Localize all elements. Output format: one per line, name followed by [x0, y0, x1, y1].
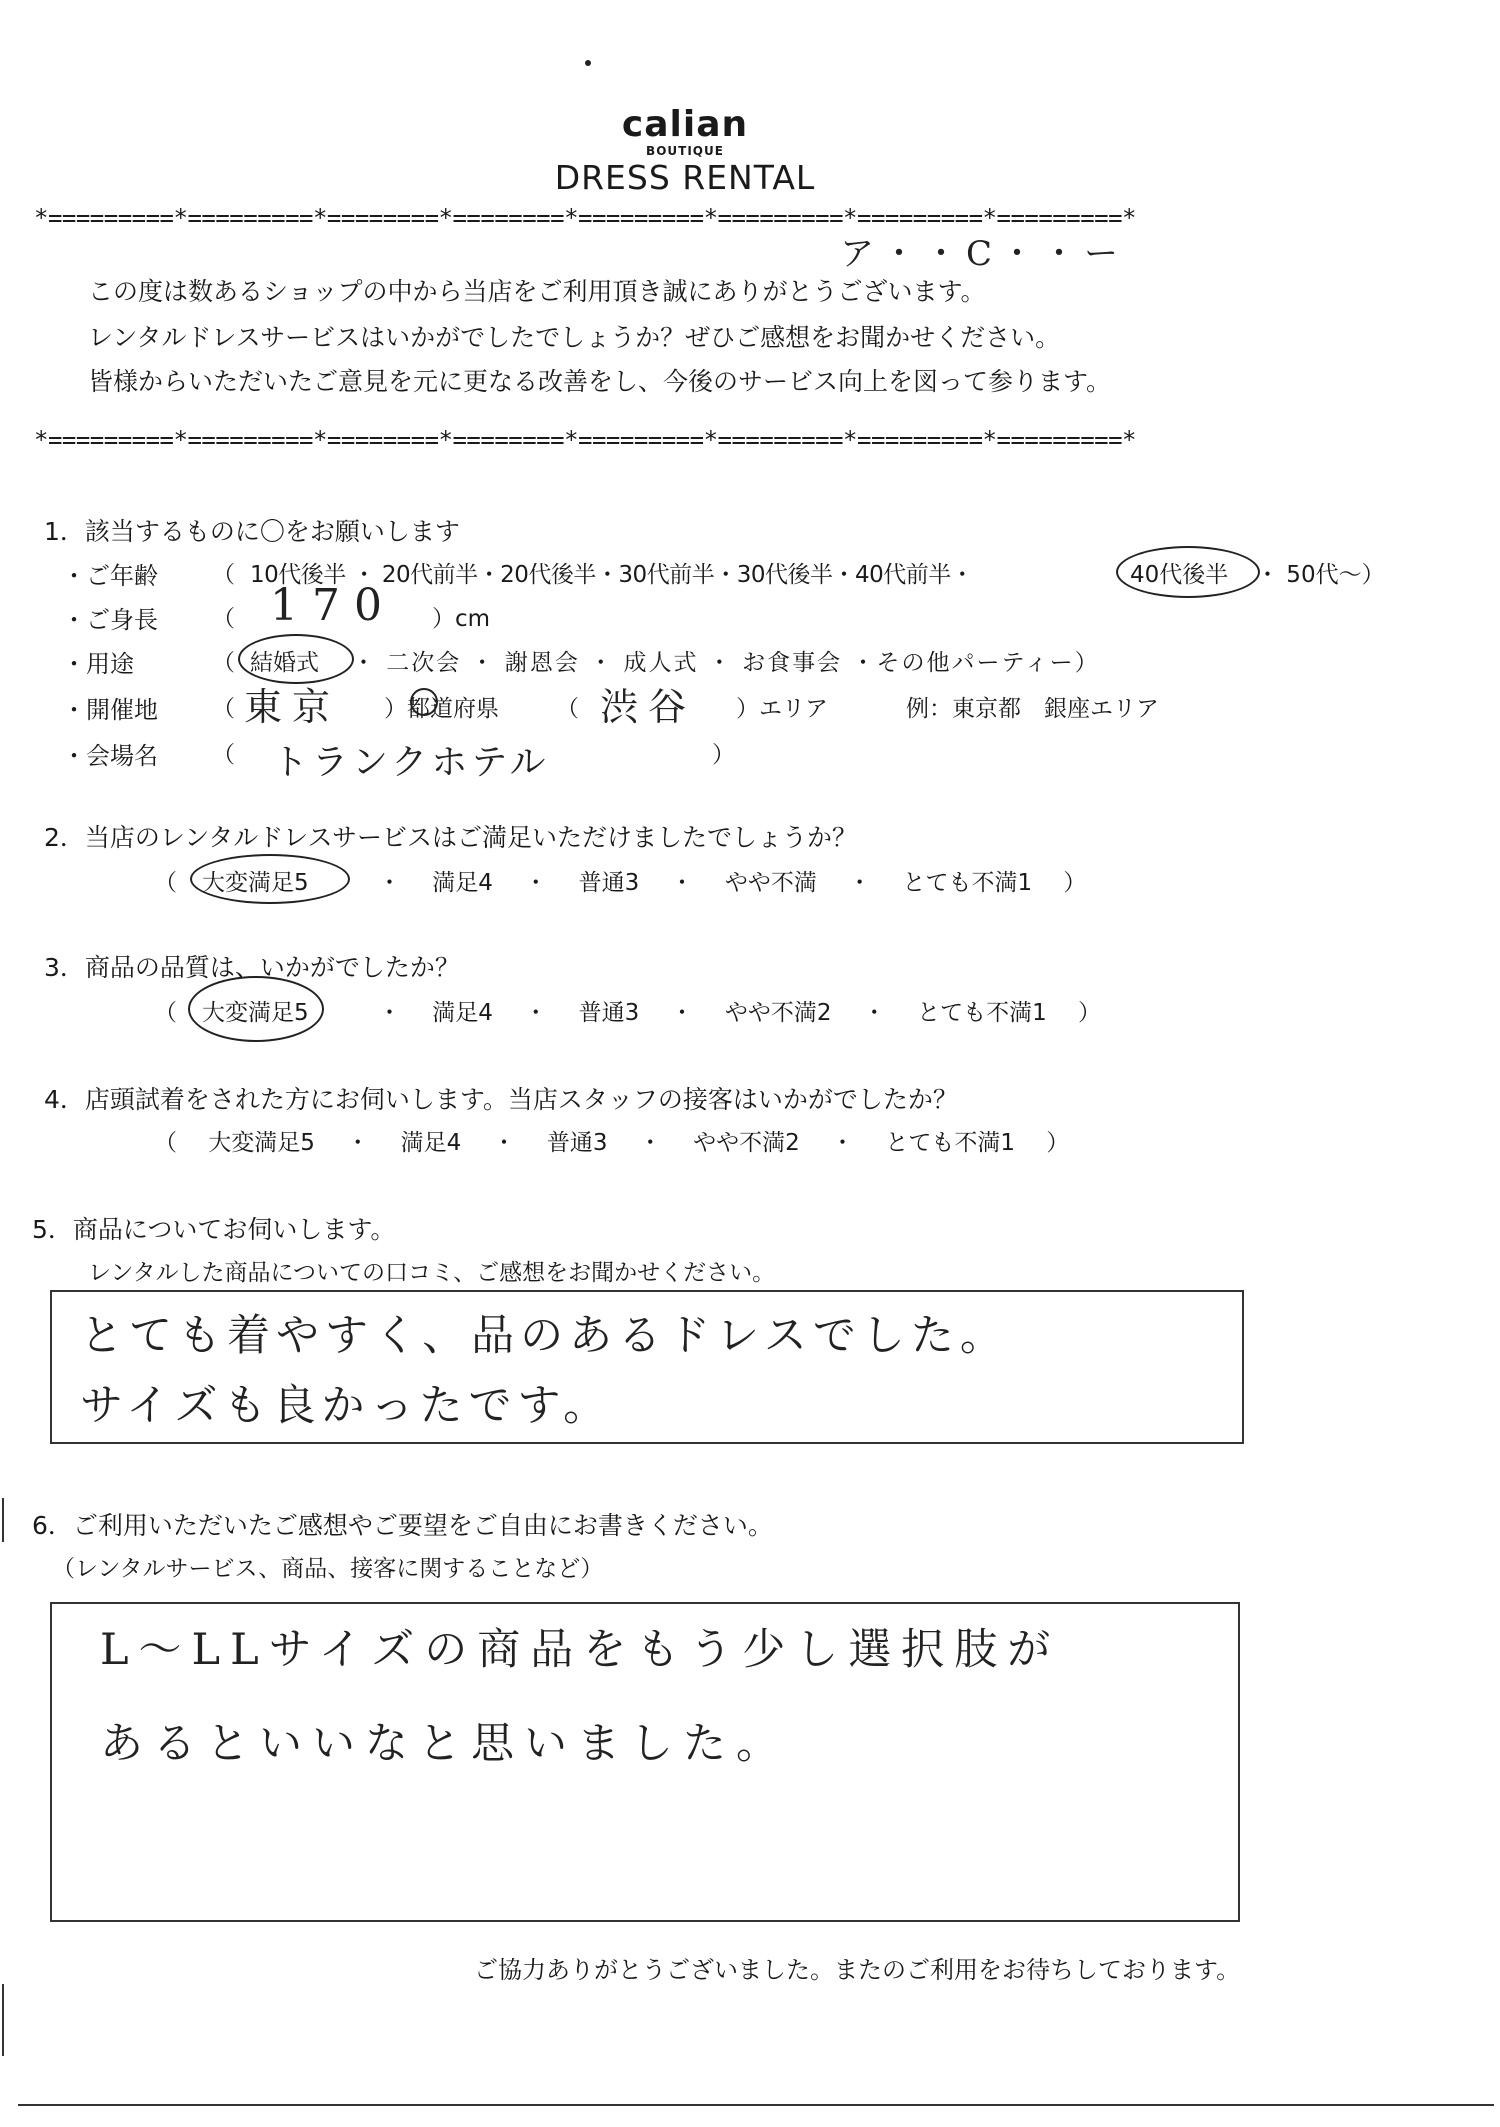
separator-top: *=========*=========*========*========*=========*=========*=========*=========* [34, 204, 1136, 232]
separator-bottom: *=========*=========*========*========*=========*=========*=========*=========* [34, 426, 1136, 454]
height-unit: ）cm [432, 606, 491, 632]
purpose-selected[interactable]: 結婚式 [250, 650, 319, 676]
q5-title: 5．商品についてお伺いします。 [32, 1215, 396, 1244]
prefecture-value[interactable]: 東京 [244, 685, 341, 729]
purpose-options: ・ 二次会 ・ 謝恩会 ・ 成人式 ・ お食事会 ・その他パーティー） [352, 650, 1100, 676]
speck [585, 60, 591, 66]
q2-open-paren: （ [154, 870, 177, 896]
intro-line-3: 皆様からいただいたご意見を元に更なる改善をし、今後のサービス向上を図って参ります。 [88, 367, 1112, 396]
q3-title: 3．商品の品質は、いかがでしたか？ [44, 953, 460, 982]
brand-name: calian [621, 104, 749, 145]
intro-line-2: レンタルドレスサービスはいかがでしたでしょうか？ぜひご感想をお聞かせください。 [88, 323, 1061, 352]
venue-area-label: ・開催地 [62, 696, 158, 724]
q5-subtitle: レンタルした商品についての口コミ、ご感想をお聞かせください。 [88, 1260, 776, 1286]
document-title: DRESS RENTAL [554, 158, 816, 197]
q3-options: ・ 満足4 ・ 普通3 ・ やや不満2 ・ とても不満1 ） [378, 1000, 1102, 1026]
area-open-paren: （ [556, 696, 579, 722]
height-label: ・ご身長 [62, 606, 158, 634]
age-label: ・ご年齢 [62, 562, 158, 590]
q6-title: 6．ご利用いただいたご感想やご要望をご自由にお書きください。 [32, 1511, 773, 1540]
venue-example: 例：東京都 銀座エリア [906, 696, 1159, 722]
q2-title: 2．当店のレンタルドレスサービスはご満足いただけましたでしょうか？ [44, 823, 858, 852]
q5-answer-line-2: サイズも良かったです。 [80, 1381, 613, 1431]
age-rest: ・ 50代～） [1256, 562, 1385, 588]
q6-answer-line-1: L〜LLサイズの商品をもう少し選択肢が [100, 1625, 1061, 1675]
purpose-open-paren: （ [212, 650, 235, 676]
area-value[interactable]: 渋谷 [600, 685, 697, 729]
q3-selected-circle [188, 976, 324, 1042]
age-open-paren: （ [212, 562, 235, 588]
handwritten-scribble: ア・・C・・ー [840, 234, 1127, 274]
venue-name-close-paren: ） [712, 742, 735, 768]
q3-selected[interactable]: 大変満足5 [202, 1000, 309, 1026]
venue-open-paren: （ [212, 696, 235, 722]
q1-title: 1．該当するものに〇をお願いします [44, 517, 460, 546]
bottom-rule [18, 2104, 1494, 2106]
prefecture-suffix: ）都道府県 [384, 696, 499, 722]
age-selected-circle [1116, 546, 1260, 598]
footer-thanks: ご協力ありがとうございました。またのご利用をお待ちしております。 [474, 1956, 1241, 1984]
venue-name-label: ・会場名 [62, 742, 158, 770]
age-options: 10代後半 ・ 20代前半・20代後半・30代前半・30代後半・40代前半・ [250, 562, 974, 588]
area-suffix: ）エリア [736, 696, 828, 722]
height-value[interactable]: 170 [270, 580, 396, 631]
q4-title: 4．店頭試着をされた方にお伺いします。当店スタッフの接客はいかがでしたか？ [44, 1085, 958, 1114]
margin-mark-bottom [2, 1984, 4, 2056]
prefecture-type-circle [410, 688, 438, 716]
q2-options: ・ 満足4 ・ 普通3 ・ やや不満 ・ とても不満1 ） [378, 870, 1087, 896]
q6-subtitle: （レンタルサービス、商品、接客に関することなど） [52, 1556, 604, 1582]
q3-open-paren: （ [154, 1000, 177, 1026]
q2-selected[interactable]: 大変満足5 [202, 870, 309, 896]
age-selected[interactable]: 40代後半 [1130, 562, 1229, 588]
q5-answer-line-1: とても着やすく、品のあるドレスでした。 [80, 1311, 1009, 1361]
venue-name-open-paren: （ [212, 742, 235, 768]
q4-options: （ 大変満足5 ・ 満足4 ・ 普通3 ・ やや不満2 ・ とても不満1 ） [154, 1130, 1070, 1156]
brand-sub: BOUTIQUE [646, 144, 724, 158]
purpose-label: ・用途 [62, 650, 134, 678]
q6-answer-line-2: あるといいなと思いました。 [100, 1719, 789, 1769]
margin-mark [2, 1498, 4, 1542]
venue-name-value[interactable]: トランクホテル [272, 742, 550, 783]
height-open-paren: （ [212, 606, 235, 632]
q2-selected-circle [190, 854, 350, 904]
intro-line-1: この度は数あるショップの中から当店をご利用頂き誠にありがとうございます。 [88, 277, 986, 306]
